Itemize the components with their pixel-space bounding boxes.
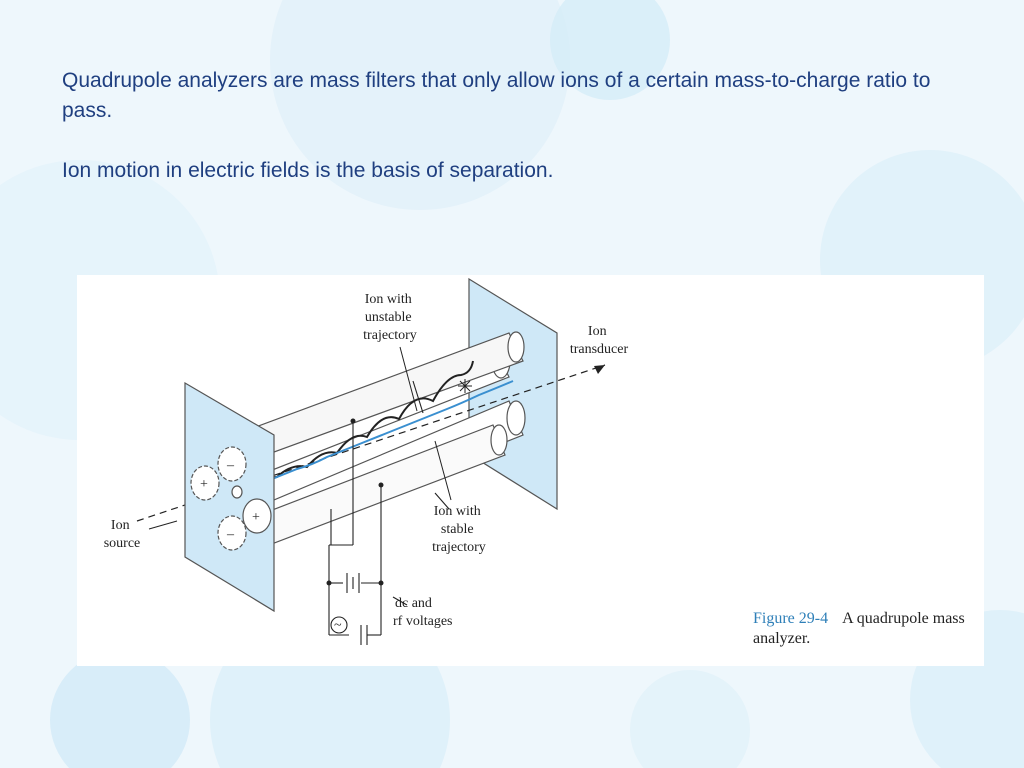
ac-wave-glyph: ~: [334, 618, 342, 633]
plus-sign-left: +: [200, 477, 208, 492]
collision-spark-icon: [458, 379, 472, 393]
label-ion-unstable: Ion with unstable trajectory: [363, 292, 417, 343]
figure-number: Figure 29-4: [753, 610, 829, 627]
label-ion-stable: Ion with stable trajectory: [432, 504, 486, 555]
label-ion-transducer: Ion transducer: [569, 324, 629, 357]
figure-caption: [753, 609, 983, 649]
quadrupole-diagram: [77, 275, 984, 666]
minus-sign-upper: –: [227, 458, 234, 473]
beam-arrow-head: [594, 365, 605, 374]
caption-text: A quadrupole mass analyzer.: [753, 610, 965, 647]
label-voltages: dc and rf voltages: [393, 596, 453, 629]
label-ion-source: Ion source: [103, 518, 141, 551]
quadrupole-figure: [77, 275, 984, 666]
minus-sign-lower: –: [227, 527, 234, 542]
motion-paragraph: Ion motion in electric fields is the basis of separation.: [62, 159, 554, 182]
slide-body-text: [62, 66, 962, 186]
intro-paragraph: Quadrupole analyzers are mass filters that only allow ions of a certain mass-to-charge ratio to pass.: [62, 69, 931, 122]
plus-sign-right: +: [252, 510, 260, 525]
